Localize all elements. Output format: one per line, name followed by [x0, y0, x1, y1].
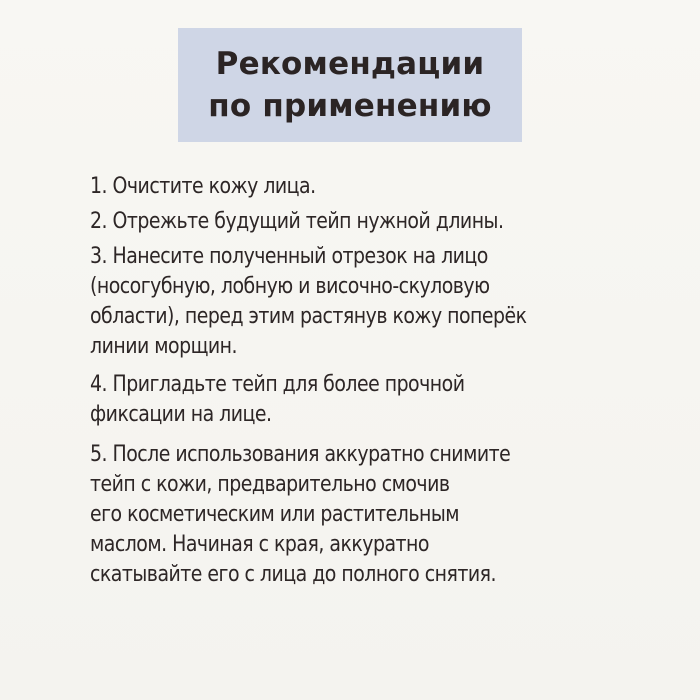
- step-1: [90, 172, 675, 202]
- step-text-line: 4. Пригладьте тейп для более прочной: [90, 372, 465, 397]
- step-text-line: линии морщин.: [90, 334, 238, 359]
- step-2: [90, 207, 675, 237]
- step-text-line: 1. Очистите кожу лица.: [90, 174, 316, 199]
- step-text-line: 3. Нанесите полученный отрезок на лицо: [90, 244, 488, 269]
- step-4: [90, 370, 675, 430]
- steps-list: [90, 172, 675, 596]
- step-text-line: скатывайте его с лица до полного снятия.: [90, 562, 496, 587]
- page-title-line-1: Рекомендации: [215, 46, 485, 82]
- title-banner: [178, 28, 522, 142]
- step-text-line: маслом. Начиная с края, аккуратно: [90, 532, 429, 557]
- step-5: [90, 440, 675, 590]
- page-title-line-2: по применению: [208, 88, 492, 124]
- step-text-line: тейп с кожи, предварительно смочив: [90, 472, 450, 497]
- step-text-line: 5. После использования аккуратно снимите: [90, 442, 511, 467]
- step-3: [90, 242, 675, 362]
- step-text-line: 2. Отрежьте будущий тейп нужной длины.: [90, 209, 504, 234]
- step-text-line: его косметическим или растительным: [90, 502, 460, 527]
- step-text-line: (носогубную, лобную и височно-скуловую: [90, 274, 490, 299]
- step-text-line: области), перед этим растянув кожу поперёк: [90, 304, 527, 329]
- step-text-line: фиксации на лице.: [90, 402, 272, 427]
